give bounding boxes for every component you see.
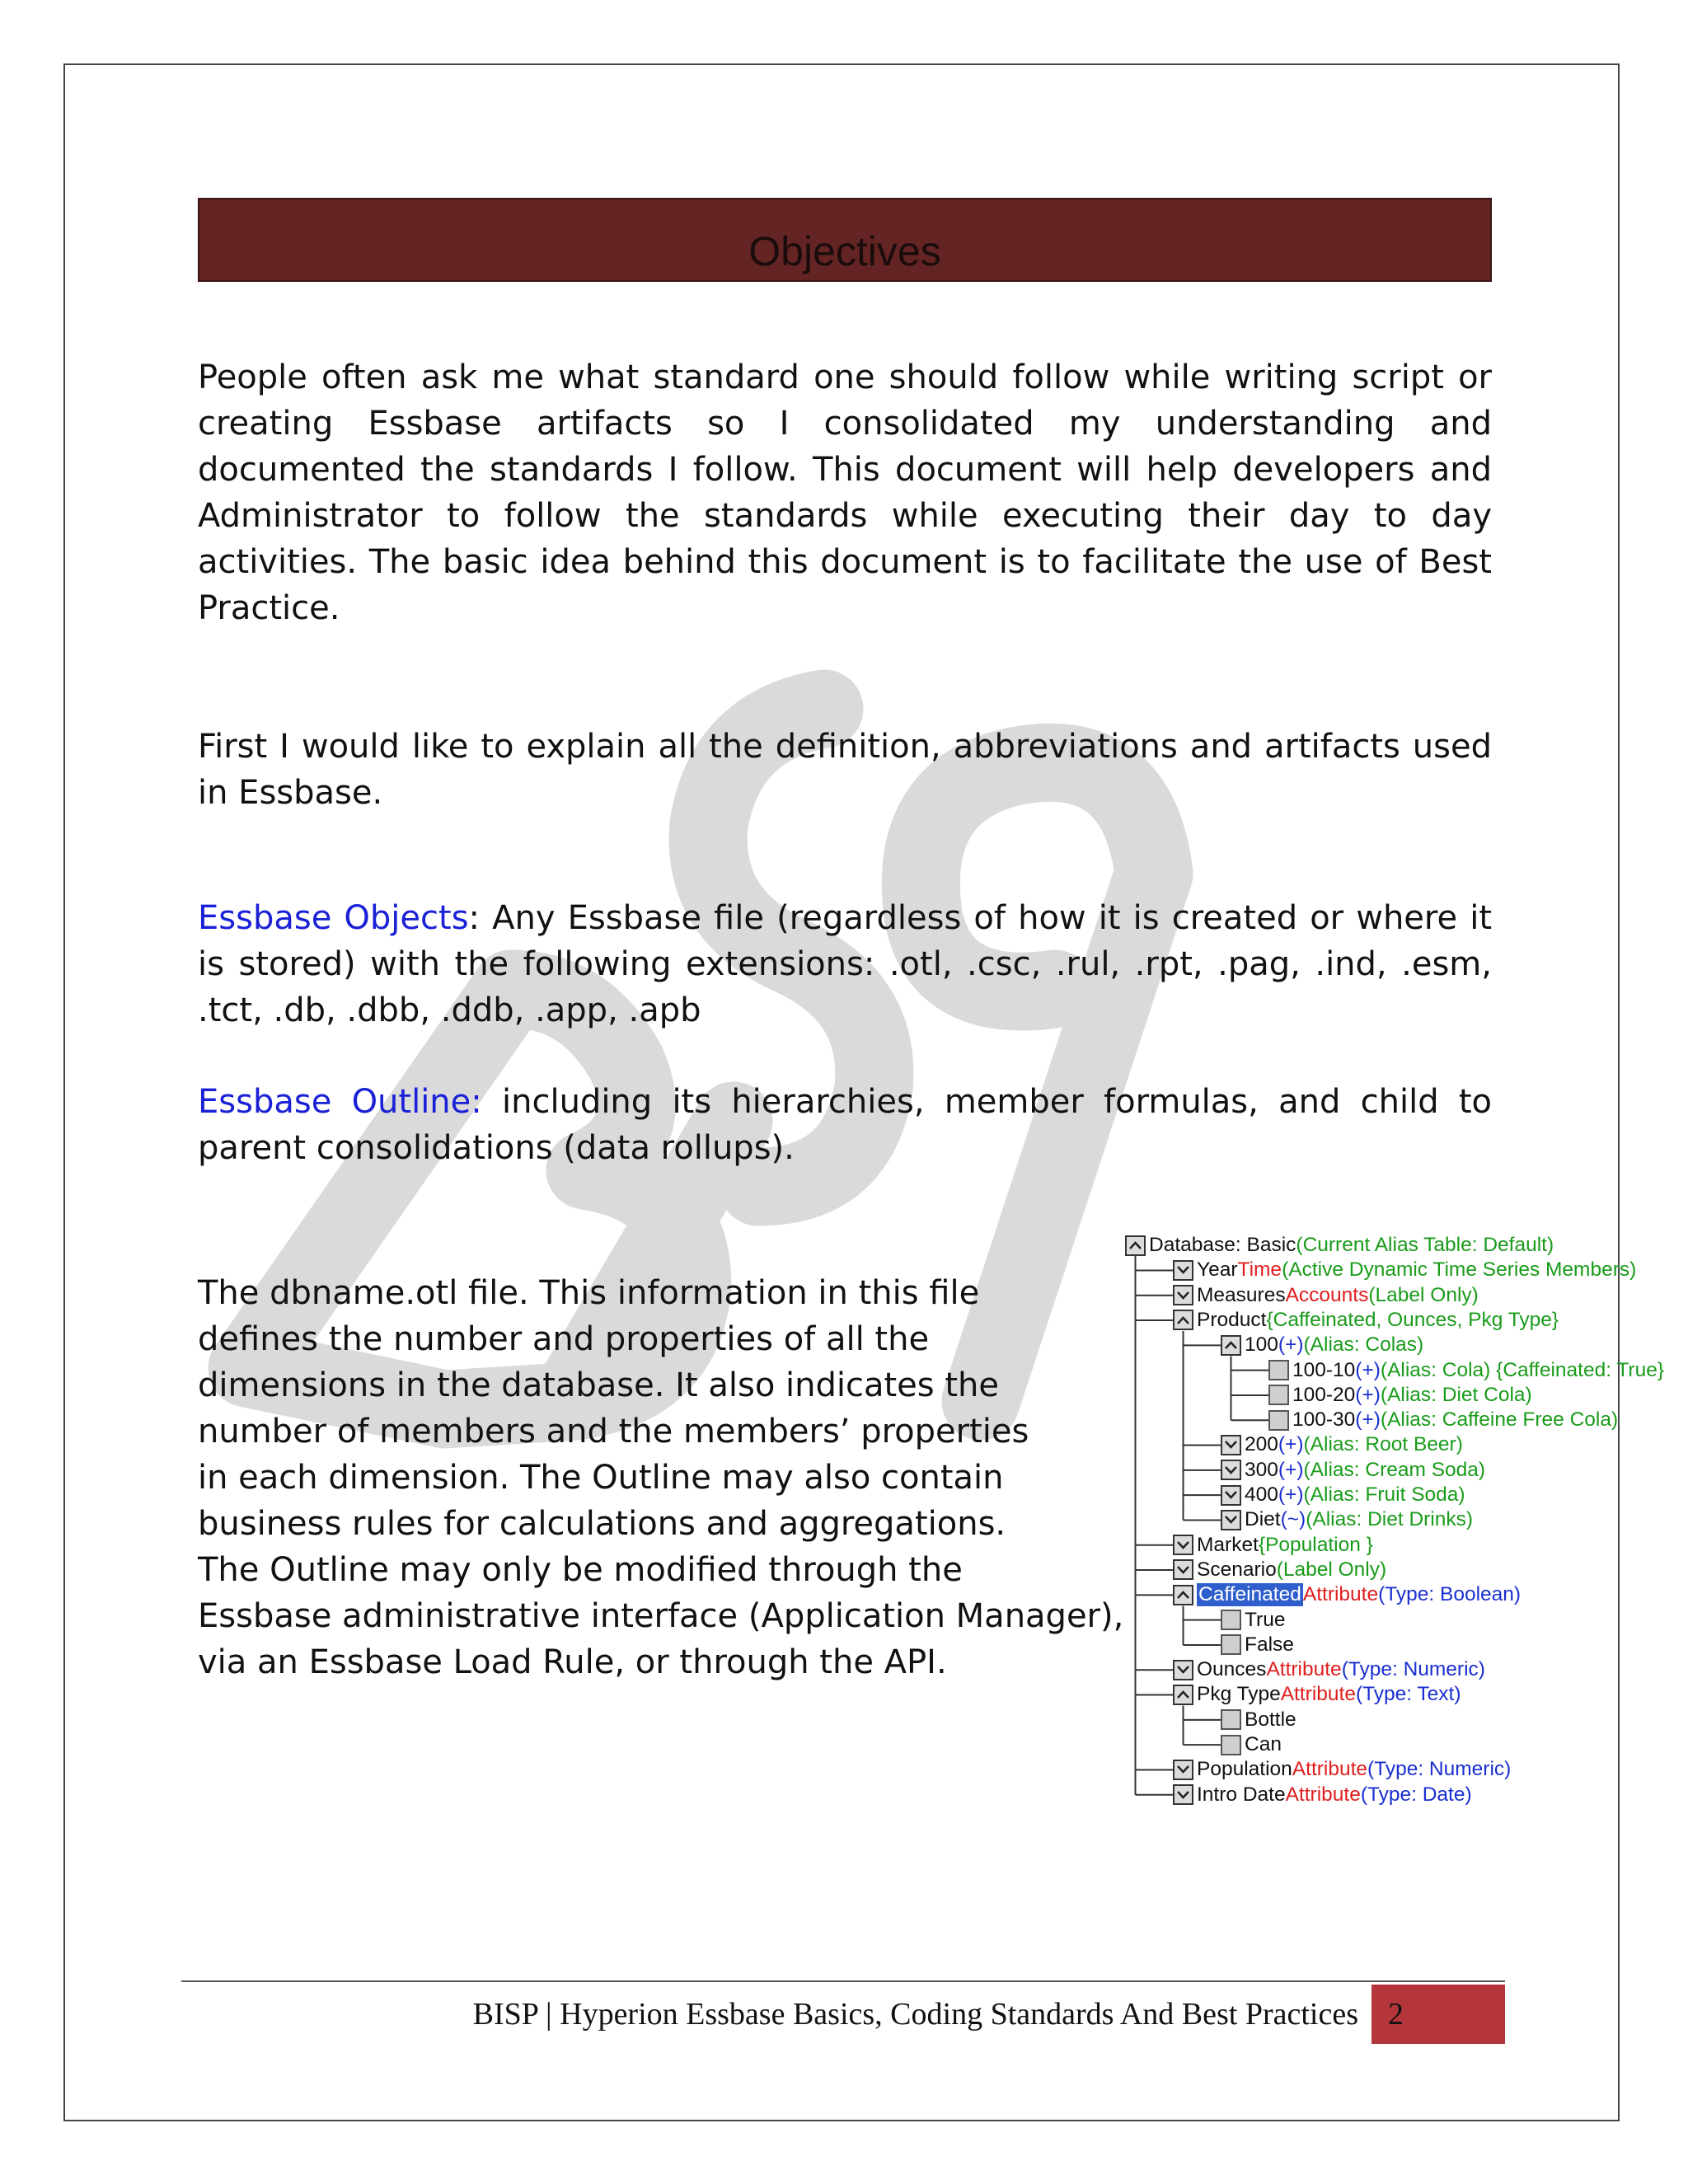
otl-description-line: business rules for calculations and aggregations. <box>198 1505 1006 1543</box>
footer-divider <box>181 1980 1505 1982</box>
leaf-member-icon <box>1268 1360 1289 1380</box>
outline-node-property: (+) <box>1355 1408 1381 1432</box>
outline-node-property: (Type: Boolean) <box>1378 1583 1522 1606</box>
otl-description-line: via an Essbase Load Rule, or through the API. <box>198 1643 947 1681</box>
outline-node-label: Caffeinated <box>1198 1583 1301 1606</box>
outline-node[interactable] <box>1173 1783 1472 1807</box>
otl-file-description <box>198 1270 1154 1685</box>
outline-node-label: Can <box>1245 1733 1282 1755</box>
outline-node-property: (~) <box>1280 1508 1306 1531</box>
outline-node-property: Attribute <box>1292 1758 1368 1781</box>
essbase-objects-text: : Any Essbase file (regardless of how it is created or where it is stored) with the following extensions: .otl, .csc, .rul, .rpt, .pag, .ind, .esm, .tct, .db, .dbb, .ddb, .app, .apb <box>198 899 1493 1029</box>
outline-node[interactable] <box>1221 1483 1465 1507</box>
outline-node-property: (Label Only) <box>1276 1558 1387 1581</box>
outline-node[interactable] <box>1221 1708 1296 1732</box>
outline-node[interactable] <box>1221 1633 1294 1657</box>
outline-node-property: (Alias: Fruit Soda) <box>1303 1483 1465 1506</box>
leaf-member-icon <box>1221 1709 1241 1730</box>
otl-description-line: defines the number and properties of all the <box>198 1320 930 1358</box>
outline-node-label: Measures <box>1197 1283 1286 1306</box>
outline-node-property: (Type: Text) <box>1355 1683 1461 1706</box>
collapse-icon[interactable] <box>1173 1310 1193 1330</box>
outline-node[interactable] <box>1173 1308 1559 1333</box>
intro-paragraph: People often ask me what standard one should follow while writing script or creating Essbase artifacts so I consolidated my understanding and documented the standards I follow. This document will help developers and Administrator to follow the standards while executing their day to day activities. The basic idea behind this document is to facilitate the use of Best Practice. <box>198 359 1492 627</box>
definitions-intro-paragraph: First I would like to explain all the definition, abbreviations and artifacts used in Essbase. <box>198 728 1492 812</box>
outline-node-property: (Alias: Diet Cola) <box>1380 1383 1532 1406</box>
expand-icon[interactable] <box>1221 1435 1241 1455</box>
otl-description-line: Essbase administrative interface (Application Manager), <box>198 1597 1124 1635</box>
outline-node-property: Time <box>1237 1258 1282 1282</box>
outline-node-label: Database: Basic <box>1149 1234 1296 1256</box>
outline-node[interactable] <box>1173 1582 1521 1607</box>
outline-node-property: (+) <box>1355 1358 1381 1381</box>
outline-node-label: Pkg Type <box>1197 1683 1281 1706</box>
outline-node[interactable] <box>1268 1358 1664 1383</box>
leaf-member-icon <box>1268 1385 1289 1405</box>
outline-node-property: Attribute <box>1266 1658 1342 1681</box>
outline-node-label: Product <box>1197 1308 1267 1331</box>
outline-node-property: (Alias: Cream Soda) <box>1303 1458 1486 1481</box>
outline-tree-screenshot <box>1125 1233 1665 1822</box>
outline-node-property: (Type: Date) <box>1360 1783 1472 1806</box>
outline-node[interactable] <box>1221 1507 1473 1532</box>
outline-node-property: Attribute <box>1280 1683 1356 1706</box>
outline-node[interactable] <box>1173 1533 1373 1558</box>
outline-node-property: Attribute <box>1302 1583 1379 1606</box>
outline-node-property: Attribute <box>1285 1783 1361 1806</box>
outline-node-property: (+) <box>1355 1383 1381 1406</box>
outline-node-property: (Alias: Diet Drinks) <box>1306 1508 1474 1531</box>
outline-node-label: 100-10 <box>1292 1358 1356 1381</box>
outline-node-property: (Type: Numeric) <box>1367 1758 1512 1781</box>
outline-node[interactable] <box>1173 1558 1386 1582</box>
collapse-icon[interactable] <box>1173 1685 1193 1705</box>
outline-node-property: (Type: Numeric) <box>1341 1658 1485 1681</box>
collapse-icon[interactable] <box>1173 1585 1193 1605</box>
outline-node[interactable] <box>1173 1283 1479 1308</box>
outline-node-property: (Alias: Cola) {Caffeinated: True} <box>1380 1358 1665 1381</box>
outline-node-label: Diet <box>1245 1508 1281 1531</box>
outline-node-label: Bottle <box>1245 1708 1296 1731</box>
outline-node[interactable] <box>1173 1657 1485 1682</box>
outline-node-property: (+) <box>1278 1483 1304 1506</box>
outline-node[interactable] <box>1125 1233 1554 1258</box>
outline-node-label: 400 <box>1245 1483 1278 1506</box>
essbase-outline-term: Essbase Outline: <box>198 1083 482 1121</box>
outline-node[interactable] <box>1173 1682 1461 1707</box>
outline-node-property: (Alias: Colas) <box>1303 1333 1424 1357</box>
outline-node-label: Ounces <box>1197 1658 1267 1681</box>
outline-node-label: Year <box>1197 1258 1238 1282</box>
expand-icon[interactable] <box>1173 1760 1193 1780</box>
otl-description-line: number of members and the members’ properties <box>198 1413 1029 1451</box>
outline-node[interactable] <box>1268 1383 1532 1408</box>
outline-node[interactable] <box>1268 1408 1618 1432</box>
expand-icon[interactable] <box>1221 1460 1241 1480</box>
outline-node[interactable] <box>1221 1432 1463 1457</box>
outline-node-property: (Alias: Caffeine Free Cola) <box>1380 1408 1619 1432</box>
outline-node-property: (Active Dynamic Time Series Members) <box>1282 1258 1637 1282</box>
expand-icon[interactable] <box>1173 1559 1193 1580</box>
outline-node-property: Accounts <box>1285 1283 1369 1306</box>
outline-node-label: False <box>1245 1633 1294 1656</box>
outline-node-property: (+) <box>1278 1333 1304 1357</box>
leaf-member-icon <box>1221 1735 1241 1755</box>
essbase-objects-definition <box>198 895 1492 1033</box>
expand-icon[interactable] <box>1173 1784 1193 1805</box>
outline-node[interactable] <box>1221 1732 1282 1757</box>
outline-node-label: Intro Date <box>1197 1783 1286 1806</box>
expand-icon[interactable] <box>1221 1510 1241 1530</box>
collapse-icon[interactable] <box>1125 1235 1146 1256</box>
outline-node-property: {Population } <box>1258 1533 1373 1556</box>
page-title: Objectives <box>748 228 941 274</box>
outline-node-property: (Current Alias Table: Default) <box>1296 1234 1554 1256</box>
outline-node-label: Scenario <box>1197 1558 1277 1581</box>
objectives-header <box>198 198 1492 282</box>
outline-node-label: Market <box>1197 1533 1259 1556</box>
expand-icon[interactable] <box>1173 1285 1193 1305</box>
outline-node-label: 200 <box>1245 1433 1278 1456</box>
essbase-outline-text: including its hierarchies, member formulas, and child to parent consolidations (data rollups). <box>198 1083 1493 1167</box>
outline-node-property: (+) <box>1278 1433 1304 1456</box>
outline-node-property: (+) <box>1278 1458 1304 1481</box>
expand-icon[interactable] <box>1173 1660 1193 1680</box>
outline-node[interactable] <box>1221 1458 1485 1483</box>
leaf-member-icon <box>1221 1610 1241 1630</box>
outline-node[interactable] <box>1221 1333 1423 1357</box>
collapse-icon[interactable] <box>1221 1335 1241 1356</box>
leaf-member-icon <box>1221 1634 1241 1655</box>
outline-node-label: 300 <box>1245 1458 1278 1481</box>
otl-description-line: The dbname.otl file. This information in this file <box>198 1274 980 1312</box>
outline-node-property: (Alias: Root Beer) <box>1303 1433 1463 1456</box>
outline-node-label: 100 <box>1245 1333 1278 1357</box>
page-number: 2 <box>1372 1985 1505 2044</box>
outline-node[interactable] <box>1173 1757 1511 1782</box>
outline-node-label: 100-30 <box>1292 1408 1356 1432</box>
otl-description-line: The Outline may only be modified through the <box>198 1551 963 1589</box>
expand-icon[interactable] <box>1173 1260 1193 1281</box>
outline-node-label: True <box>1245 1608 1286 1631</box>
expand-icon[interactable] <box>1221 1485 1241 1506</box>
outline-node-label: Population <box>1197 1758 1292 1781</box>
outline-node-label: 100-20 <box>1292 1383 1356 1406</box>
outline-node[interactable] <box>1173 1258 1636 1282</box>
essbase-objects-term: Essbase Objects <box>198 899 469 937</box>
otl-description-line: in each dimension. The Outline may also contain <box>198 1459 1004 1497</box>
outline-node-property: {Caffeinated, Ounces, Pkg Type} <box>1266 1308 1559 1331</box>
otl-description-line: dimensions in the database. It also indicates the <box>198 1366 999 1404</box>
footer-title: BISP | Hyperion Essbase Basics, Coding Standards And Best Practices <box>472 1997 1358 2032</box>
outline-node-property: (Label Only) <box>1368 1283 1479 1306</box>
essbase-outline-definition <box>198 1079 1492 1171</box>
outline-node[interactable] <box>1221 1608 1285 1633</box>
expand-icon[interactable] <box>1173 1535 1193 1555</box>
leaf-member-icon <box>1268 1410 1289 1431</box>
